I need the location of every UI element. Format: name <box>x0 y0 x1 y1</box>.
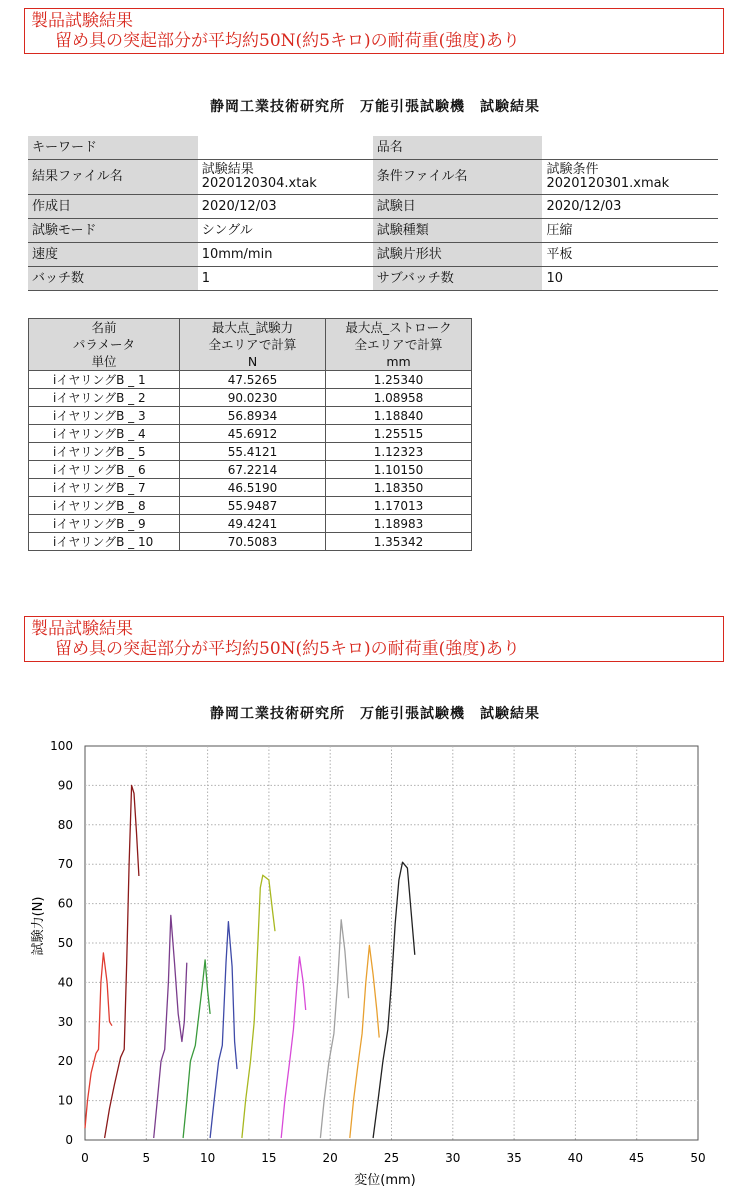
info-label: サブバッチ数 <box>373 267 543 291</box>
x-axis-label: 変位(mm) <box>354 1173 416 1188</box>
info-value: 試験結果 2020120304.xtak <box>198 160 373 195</box>
results-cell-name: iイヤリングB _ 5 <box>29 443 180 461</box>
results-cell-force: 67.2214 <box>180 461 326 479</box>
info-label: 試験種類 <box>373 219 543 243</box>
y-tick-label: 60 <box>57 896 73 911</box>
y-tick-label: 30 <box>57 1014 73 1029</box>
info-value: 圧縮 <box>542 219 718 243</box>
x-tick-label: 10 <box>199 1151 216 1165</box>
info-row <box>28 219 718 243</box>
y-tick-label: 40 <box>57 975 73 990</box>
y-tick-label: 100 <box>50 739 73 753</box>
x-tick-label: 0 <box>81 1151 89 1165</box>
info-label: 速度 <box>28 243 198 267</box>
info-value: 2020/12/03 <box>198 195 373 219</box>
info-label: 条件ファイル名 <box>373 160 543 195</box>
results-row <box>29 515 472 533</box>
info-value <box>542 136 718 160</box>
results-row <box>29 425 472 443</box>
notice-line2: 留め具の突起部分が平均約50N(約5キロ)の耐荷重(強度)あり <box>55 31 520 51</box>
y-tick-label: 50 <box>57 936 73 950</box>
x-tick-label: 45 <box>629 1151 645 1165</box>
results-row <box>29 389 472 407</box>
results-row <box>29 443 472 461</box>
info-label: 試験モード <box>28 219 198 243</box>
results-row <box>29 533 472 551</box>
x-tick-label: 25 <box>383 1151 400 1165</box>
force-displacement-chart <box>0 730 750 1200</box>
results-cell-stroke: 1.35342 <box>326 533 472 551</box>
header-name: 名前 パラメータ 単位 <box>29 319 180 371</box>
results-cell-stroke: 1.18983 <box>326 515 472 533</box>
y-tick-label: 90 <box>57 778 73 793</box>
results-cell-force: 46.5190 <box>180 479 326 497</box>
chart-title: 静岡工業技術研究所 万能引張試験機 試験結果 <box>210 706 540 722</box>
header-max-force: 最大点_試験力 全エリアで計算 N <box>180 319 326 371</box>
results-cell-force: 49.4241 <box>180 515 326 533</box>
report-title: 静岡工業技術研究所 万能引張試験機 試験結果 <box>210 99 540 115</box>
results-cell-force: 47.5265 <box>180 371 326 389</box>
info-row <box>28 267 718 291</box>
results-cell-force: 55.9487 <box>180 497 326 515</box>
results-row <box>29 461 472 479</box>
results-table <box>28 318 472 551</box>
info-row <box>28 195 718 219</box>
info-row <box>28 243 718 267</box>
info-row <box>28 160 718 195</box>
results-cell-force: 90.0230 <box>180 389 326 407</box>
y-tick-label: 70 <box>57 857 73 872</box>
notice-line1: 製品試験結果 <box>31 11 133 31</box>
header-max-stroke: 最大点_ストローク 全エリアで計算 mm <box>326 319 472 371</box>
info-label: 結果ファイル名 <box>28 160 198 195</box>
y-tick-label: 20 <box>57 1054 73 1069</box>
info-value: 1 <box>198 267 373 291</box>
x-tick-label: 40 <box>567 1151 584 1165</box>
results-cell-name: iイヤリングB _ 7 <box>29 479 180 497</box>
y-tick-label: 0 <box>65 1133 73 1147</box>
results-cell-name: iイヤリングB _ 10 <box>29 533 180 551</box>
results-cell-name: iイヤリングB _ 4 <box>29 425 180 443</box>
notice-box <box>24 8 724 54</box>
results-cell-force: 45.6912 <box>180 425 326 443</box>
results-cell-stroke: 1.18350 <box>326 479 472 497</box>
x-tick-label: 20 <box>322 1151 338 1165</box>
info-value: 10mm/min <box>198 243 373 267</box>
notice-line1: 製品試験結果 <box>31 619 133 639</box>
results-row <box>29 479 472 497</box>
results-row <box>29 371 472 389</box>
results-cell-force: 56.8934 <box>180 407 326 425</box>
results-cell-stroke: 1.25340 <box>326 371 472 389</box>
results-cell-name: iイヤリングB _ 3 <box>29 407 180 425</box>
results-cell-stroke: 1.10150 <box>326 461 472 479</box>
notice-box-2 <box>24 616 724 662</box>
results-cell-stroke: 1.18840 <box>326 407 472 425</box>
results-cell-name: iイヤリングB _ 1 <box>29 371 180 389</box>
results-cell-stroke: 1.17013 <box>326 497 472 515</box>
results-cell-name: iイヤリングB _ 6 <box>29 461 180 479</box>
info-value: 試験条件 2020120301.xmak <box>542 160 718 195</box>
info-label: 試験片形状 <box>373 243 543 267</box>
info-value <box>198 136 373 160</box>
info-label: キーワード <box>28 136 198 160</box>
info-value: シングル <box>198 219 373 243</box>
y-axis-label: 試験力(N) <box>31 896 46 956</box>
info-value: 10 <box>542 267 718 291</box>
results-cell-force: 70.5083 <box>180 533 326 551</box>
results-cell-stroke: 1.08958 <box>326 389 472 407</box>
info-value: 平板 <box>542 243 718 267</box>
info-label: 作成日 <box>28 195 198 219</box>
notice-line2: 留め具の突起部分が平均約50N(約5キロ)の耐荷重(強度)あり <box>55 639 520 659</box>
x-tick-label: 50 <box>690 1151 706 1165</box>
info-row <box>28 136 718 160</box>
results-cell-name: iイヤリングB _ 8 <box>29 497 180 515</box>
x-tick-label: 30 <box>445 1151 461 1165</box>
info-label: 試験日 <box>373 195 543 219</box>
results-cell-stroke: 1.12323 <box>326 443 472 461</box>
results-row <box>29 497 472 515</box>
x-tick-label: 5 <box>142 1151 151 1165</box>
info-table <box>28 136 718 291</box>
x-tick-label: 15 <box>261 1151 277 1165</box>
results-row <box>29 407 472 425</box>
x-tick-label: 35 <box>506 1151 522 1165</box>
results-cell-stroke: 1.25515 <box>326 425 472 443</box>
info-value: 2020/12/03 <box>542 195 718 219</box>
results-cell-force: 55.4121 <box>180 443 326 461</box>
y-tick-label: 80 <box>57 817 73 832</box>
info-label: 品名 <box>373 136 543 160</box>
info-label: バッチ数 <box>28 267 198 291</box>
results-cell-name: iイヤリングB _ 2 <box>29 389 180 407</box>
results-cell-name: iイヤリングB _ 9 <box>29 515 180 533</box>
y-tick-label: 10 <box>57 1093 73 1108</box>
